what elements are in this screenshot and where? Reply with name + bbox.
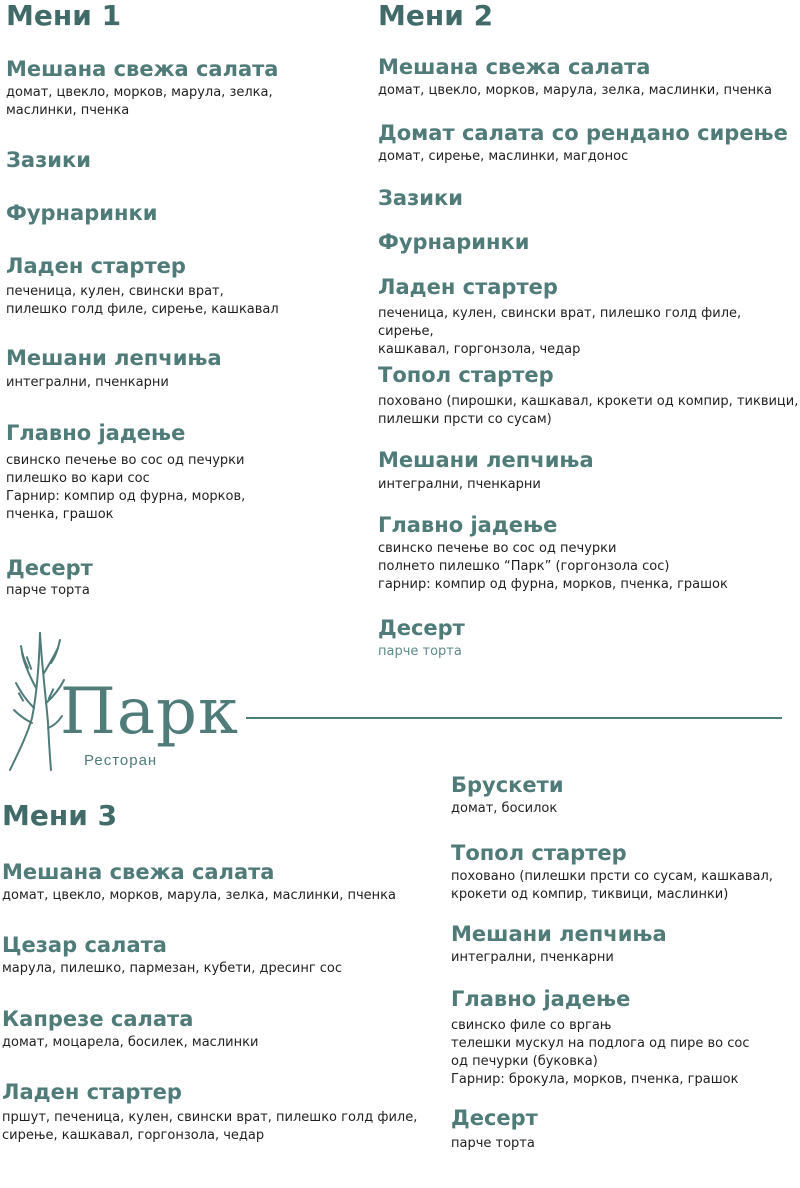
item-description: парче торта: [451, 1136, 535, 1151]
menu-2-item: [378, 276, 800, 359]
item-name: Топол стартер: [378, 363, 554, 387]
item-description: интегрални, пченкарни: [378, 477, 541, 492]
menu-2-item: [378, 56, 800, 100]
item-name: Мешана свежа салата: [2, 860, 275, 884]
item-description: домат, моцарела, босилек, маслинки: [2, 1035, 259, 1050]
item-name: Домат салата со рендано сирење: [378, 121, 788, 145]
item-description: домат, цвекло, морков, марула, зелка, маслинки, пченка: [2, 888, 396, 903]
item-description: пршут, печеница, кулен, свински врат, пилешко голд филе, сирење, кашкавал, горгонзола, чедар: [2, 1110, 418, 1143]
menu-2-item: [378, 449, 800, 494]
menu-2-item: [378, 617, 800, 661]
menu-1-item: [6, 149, 346, 171]
menu-2-item: [378, 514, 800, 594]
item-name: Ладен стартер: [2, 1080, 182, 1104]
item-description: домат, босилок: [451, 801, 558, 816]
item-description: поховано (пирошки, кашкавал, крокети од компир, тиквици, пилешки прсти со сусам): [378, 394, 799, 427]
menu-3-item: [451, 1107, 796, 1153]
item-name: Зазики: [6, 148, 91, 172]
menu-3-item: [2, 1081, 432, 1145]
menu-3-item: [2, 861, 432, 905]
item-name: Мешани лепчиња: [378, 448, 594, 472]
menu-2-item: [378, 364, 800, 429]
item-description: интегрални, пченкарни: [6, 375, 169, 390]
menu-2-title: Мени 2: [378, 0, 494, 32]
item-description: печеница, кулен, свински врат, пилешко голд филе, сирење, кашкавал, горгонзола, чедар: [378, 306, 742, 357]
item-description: свинско печење во сос од печурки полнето пилешко “Парк” (горгонзола сос) гарнир: компир од фурна, морков, пченка, грашок: [378, 541, 728, 592]
divider-line: [246, 717, 782, 719]
menu-2-item: [378, 122, 800, 166]
item-name: Мешана свежа салата: [378, 55, 651, 79]
item-name: Зазики: [378, 186, 463, 210]
menu-3-item: [451, 774, 796, 818]
item-description: парче торта: [378, 644, 462, 659]
item-name: Цезар салата: [2, 933, 167, 957]
item-description: марула, пилешко, пармезан, кубети, дресинг сос: [2, 961, 343, 976]
item-name: Фурнаринки: [378, 230, 530, 254]
menu-1-item: [6, 255, 346, 319]
item-name: Топол стартер: [451, 841, 627, 865]
menu-2-item: [378, 187, 800, 209]
item-name: Ладен стартер: [378, 275, 558, 299]
menu-1-item: [6, 347, 346, 392]
menu-1-item: [6, 202, 346, 224]
menu-1-item: [6, 58, 346, 120]
item-name: Главно јадење: [378, 513, 558, 537]
item-description: домат, сирење, маслинки, магдонос: [378, 149, 629, 164]
item-description: домат, цвекло, морков, марула, зелка, маслинки, пченка: [378, 83, 772, 98]
menu-3-item: [2, 1008, 432, 1052]
menu-2-item: [378, 231, 800, 253]
item-name: Главно јадење: [6, 421, 186, 445]
menu-3-item: [2, 934, 432, 978]
menu-1-item: [6, 557, 346, 600]
item-description: печеница, кулен, свински врат, пилешко голд филе, сирење, кашкавал: [6, 284, 279, 317]
menu-3-item: [451, 923, 796, 967]
menu-1-item: [6, 422, 346, 524]
item-name: Ладен стартер: [6, 254, 186, 278]
item-name: Мешани лепчиња: [6, 346, 222, 370]
item-name: Десерт: [378, 616, 465, 640]
menu-3-title: Мени 3: [2, 799, 118, 832]
item-name: Десерт: [6, 556, 93, 580]
item-name: Фурнаринки: [6, 201, 158, 225]
item-name: Десерт: [451, 1106, 538, 1130]
item-description: свинско филе со вргањ телешки мускул на подлога од пире во сос од печурки (буковка) Гарнир: брокула, морков, пченка, грашок: [451, 1018, 750, 1087]
logo-wordmark: Парк: [60, 675, 239, 749]
item-description: интегрални, пченкарни: [451, 950, 614, 965]
logo-subtitle: Ресторан: [84, 752, 158, 769]
item-description: домат, цвекло, морков, марула, зелка, маслинки, пченка: [6, 85, 273, 118]
menu-1-title: Мени 1: [6, 0, 122, 32]
item-description: свинско печење во сос од печурки пилешко во кари сос Гарнир: компир од фурна, морков, пченка, грашок: [6, 453, 246, 522]
item-description: поховано (пилешки прсти со сусам, кашкавал, крокети од компир, тиквици, маслинки): [451, 869, 773, 902]
menu-3-item: [451, 988, 796, 1089]
item-name: Главно јадење: [451, 987, 631, 1011]
item-description: парче торта: [6, 583, 90, 598]
item-name: Мешана свежа салата: [6, 57, 279, 81]
item-name: Мешани лепчиња: [451, 922, 667, 946]
item-name: Капрезе салата: [2, 1007, 194, 1031]
item-name: Брускети: [451, 773, 564, 797]
menu-3-item: [451, 842, 796, 904]
